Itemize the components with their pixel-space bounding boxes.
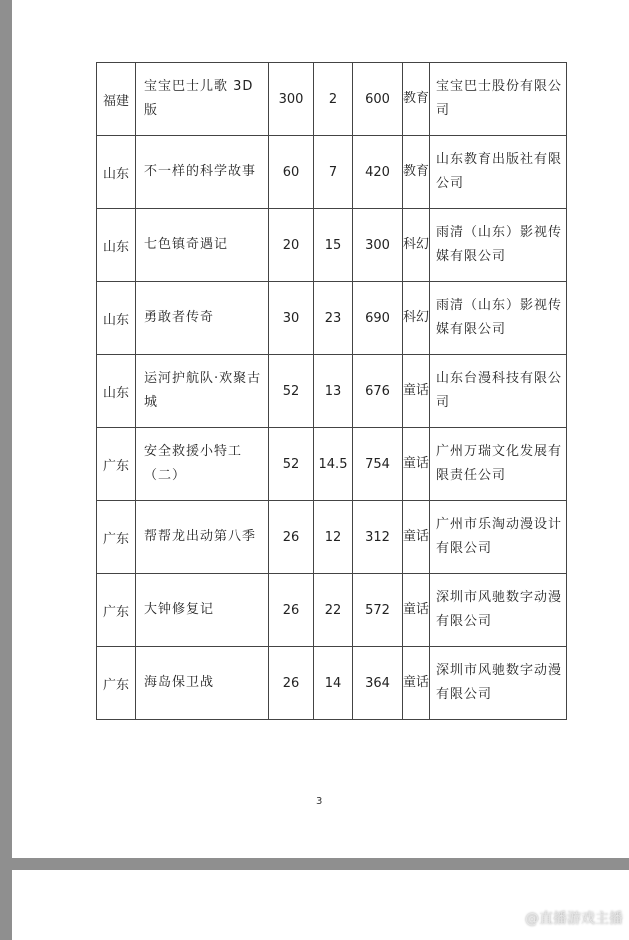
company-cell: 广州市乐淘动漫设计有限公司 [430,501,567,574]
province-cell: 山东 [97,209,136,282]
number-cell: 300 [353,209,403,282]
number-cell: 754 [353,428,403,501]
number-cell: 364 [353,647,403,720]
province-cell: 广东 [97,574,136,647]
title-cell: 宝宝巴士儿歌 3D 版 [136,63,269,136]
title-cell: 七色镇奇遇记 [136,209,269,282]
table-row [97,501,567,574]
province-cell: 山东 [97,282,136,355]
genre-cell: 童话 [403,574,430,647]
number-cell: 420 [353,136,403,209]
province-cell: 广东 [97,501,136,574]
genre-cell: 童话 [403,428,430,501]
genre-cell: 童话 [403,355,430,428]
company-cell: 深圳市风驰数字动漫有限公司 [430,574,567,647]
company-cell: 深圳市风驰数字动漫有限公司 [430,647,567,720]
animation-table [96,62,567,720]
number-cell: 30 [269,282,314,355]
number-cell: 2 [314,63,353,136]
province-cell: 福建 [97,63,136,136]
page-number: 3 [316,796,323,807]
genre-cell: 教育 [403,136,430,209]
table-row [97,136,567,209]
genre-cell: 科幻 [403,209,430,282]
number-cell: 312 [353,501,403,574]
document-page [12,0,629,858]
number-cell: 7 [314,136,353,209]
title-cell: 大钟修复记 [136,574,269,647]
number-cell: 52 [269,355,314,428]
number-cell: 600 [353,63,403,136]
province-cell: 山东 [97,355,136,428]
number-cell: 13 [314,355,353,428]
number-cell: 23 [314,282,353,355]
number-cell: 572 [353,574,403,647]
title-cell: 运河护航队·欢聚古城 [136,355,269,428]
number-cell: 52 [269,428,314,501]
number-cell: 20 [269,209,314,282]
genre-cell: 童话 [403,647,430,720]
genre-cell: 科幻 [403,282,430,355]
watermark-text: @直播游戏主播 [525,911,623,927]
province-cell: 广东 [97,428,136,501]
number-cell: 690 [353,282,403,355]
company-cell: 宝宝巴士股份有限公司 [430,63,567,136]
table-row [97,209,567,282]
number-cell: 14.5 [314,428,353,501]
number-cell: 22 [314,574,353,647]
number-cell: 60 [269,136,314,209]
genre-cell: 教育 [403,63,430,136]
company-cell: 雨清（山东）影视传媒有限公司 [430,209,567,282]
number-cell: 14 [314,647,353,720]
table-row [97,574,567,647]
title-cell: 勇敢者传奇 [136,282,269,355]
company-cell: 山东台漫科技有限公司 [430,355,567,428]
number-cell: 26 [269,574,314,647]
table-row [97,647,567,720]
number-cell: 15 [314,209,353,282]
company-cell: 山东教育出版社有限公司 [430,136,567,209]
title-cell: 帮帮龙出动第八季 [136,501,269,574]
table-row [97,282,567,355]
table-row [97,428,567,501]
number-cell: 676 [353,355,403,428]
company-cell: 雨清（山东）影视传媒有限公司 [430,282,567,355]
table-row [97,355,567,428]
title-cell: 海岛保卫战 [136,647,269,720]
number-cell: 26 [269,647,314,720]
province-cell: 广东 [97,647,136,720]
title-cell: 不一样的科学故事 [136,136,269,209]
company-cell: 广州万瑞文化发展有限责任公司 [430,428,567,501]
province-cell: 山东 [97,136,136,209]
number-cell: 26 [269,501,314,574]
genre-cell: 童话 [403,501,430,574]
number-cell: 300 [269,63,314,136]
table-row [97,63,567,136]
number-cell: 12 [314,501,353,574]
next-document-page [12,870,629,940]
title-cell: 安全救援小特工（二） [136,428,269,501]
